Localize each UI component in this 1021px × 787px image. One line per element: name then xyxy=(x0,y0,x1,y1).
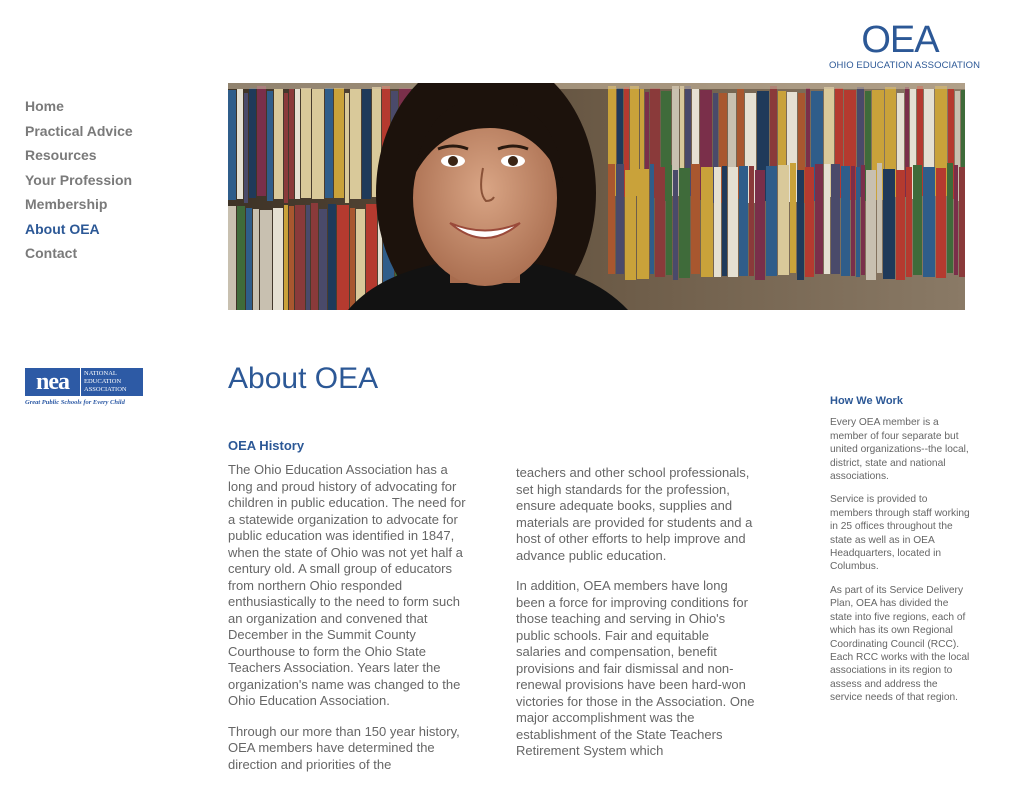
page-title: About OEA xyxy=(228,362,379,395)
hero-image xyxy=(228,83,965,310)
paragraph: teachers and other school professionals, set high standards for the profession, ensure adequate books, supplies and materials are provided for students and a host of other efforts to help improve and advance public education. xyxy=(516,465,753,563)
history-column-1 xyxy=(228,462,468,787)
sidebar-title: How We Work xyxy=(830,395,903,407)
paragraph: In addition, OEA members have long been a force for improving conditions for those teaching and serving in Ohio's public schools. Fair and equitable salaries and compensation, benefit provisions and fair dismissal and non-renewal provisions have been hard-won victories for those in the Association. One major accomplishment was the establishment of the State Teachers Retirement System which xyxy=(516,578,755,758)
nav-contact[interactable]: Contact xyxy=(25,245,78,261)
logo-wordmark: OEA xyxy=(861,19,939,61)
nea-words: NATIONAL EDUCATION ASSOCIATION xyxy=(80,368,143,396)
nav-resources[interactable]: Resources xyxy=(25,147,97,163)
sidebar-paragraph: As part of its Service Delivery Plan, OEA has divided the state into five regions, each of which has its own Regional Coordinating Council (RCC). Each RCC works with the local associations in its region to assess and address the service needs of that region. xyxy=(830,584,970,704)
nav-home[interactable]: Home xyxy=(25,98,64,114)
section-title: OEA History xyxy=(228,438,305,453)
sidebar-paragraph: Every OEA member is a member of four separate but united organizations--the local, district, state and national associations. xyxy=(830,417,969,483)
nea-tagline: Great Public Schools for Every Child xyxy=(25,399,125,406)
sidebar-paragraph: Service is provided to members through staff working in 25 offices throughout the state as well as in OEA Headquarters, located in Columbus. xyxy=(830,494,970,573)
paragraph: The Ohio Education Association has a long and proud history of advocating for children in public education. The need for a statewide organization to advocate for public education was identified in 1847, when the state of Ohio was not yet half a century old. A small group of educators from northern Ohio responded enthusiastically to the need to form such an organization and convened that December in the Summit County Courthouse to form the Ohio State Teachers Association. Years later the organization's name was changed to the Ohio Education Association. xyxy=(228,462,466,708)
main-nav xyxy=(25,94,133,266)
history-column-2 xyxy=(516,465,756,774)
oea-logo[interactable] xyxy=(829,19,981,71)
nea-mark: nea xyxy=(25,368,80,396)
nea-logo[interactable] xyxy=(25,368,143,406)
nav-practical-advice[interactable]: Practical Advice xyxy=(25,122,133,139)
nav-membership[interactable]: Membership xyxy=(25,196,108,212)
paragraph: Through our more than 150 year history, OEA members have determined the direction and priorities of the xyxy=(228,723,460,772)
nav-your-profession[interactable]: Your Profession xyxy=(25,171,133,188)
how-we-work-sidebar xyxy=(830,395,970,715)
nav-about-oea[interactable]: About OEA xyxy=(25,220,100,237)
logo-subtitle: OHIO EDUCATION ASSOCIATION xyxy=(829,60,981,71)
